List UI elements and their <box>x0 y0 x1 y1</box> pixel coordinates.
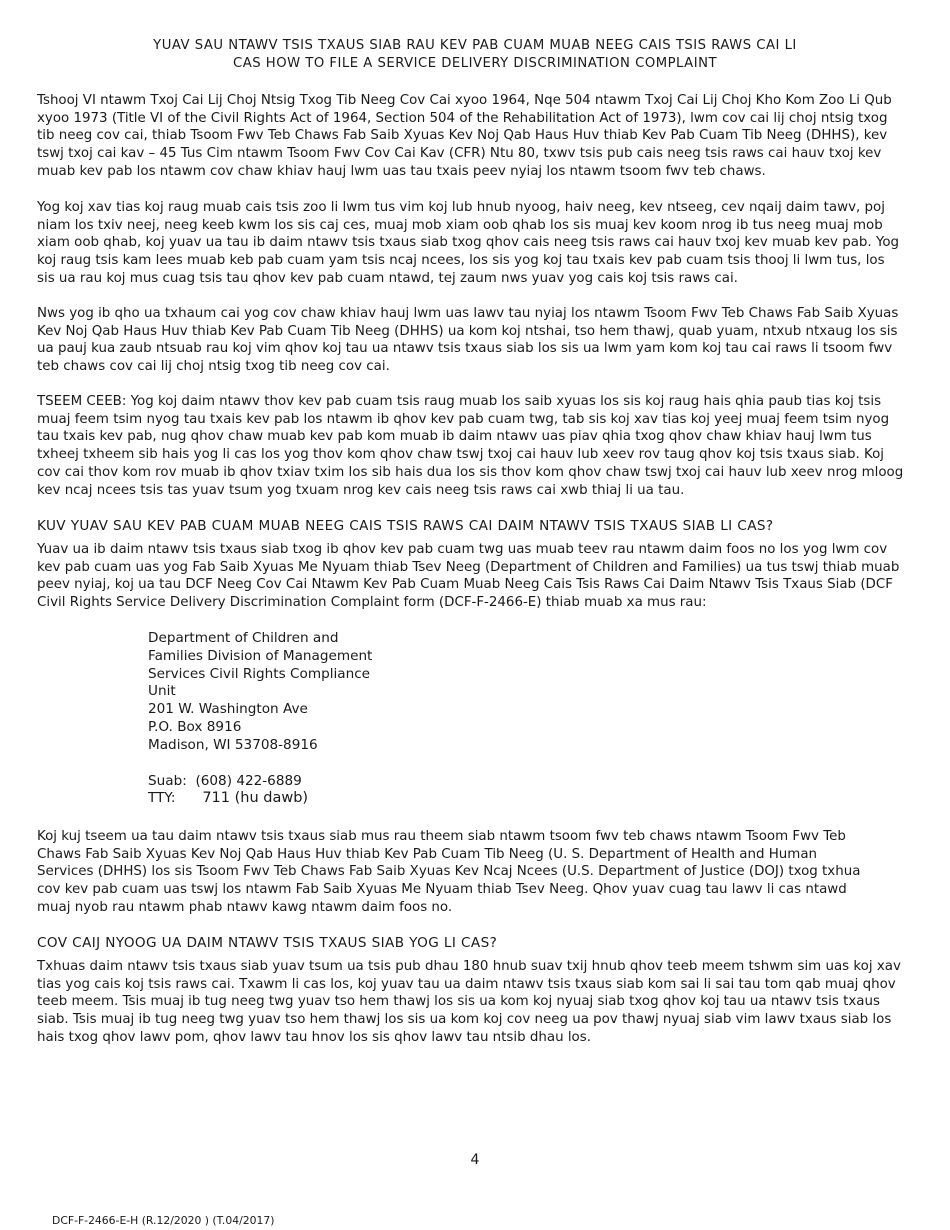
address-line: Unit <box>148 683 176 700</box>
paragraph-deadline: Txhuas daim ntawv tsis txaus siab yuav tsum ua tsis pub dhau 180 hnub suav txij hnub qhov teeb meem tshwm sim uas koj xav tias yog cais koj tsis raws cai. Txawm li cas los, koj yuav tau ua daim ntawv tsis txaus siab kom sai li sai tau tom qab muaj qhov teeb meem. Tsis muaj ib tug neeg twg yuav tso hem thawj los sis ua kom koj nyuaj siab txog qhov koj tau ua ntawv tsis txaus siab. Tsis muaj ib tug neeg twg yuav tso hem thawj los sis ua kom koj cov neeg ua pov thawj nyuaj siab vim lawv txaus siab los hais txog qhov lawv pom, qhov lawv tau hnov los sis qhov lawv tau ntsib dhau los. <box>37 959 901 1045</box>
paragraph-retaliation: Nws yog ib qho ua txhaum cai yog cov chaw khiav hauj lwm uas lawv tau nyiaj los ntawm Tsoom Fwv Teb Chaws Fab Saib Xyuas Kev Noj Qab Haus Huv thiab Kev Pab Cuam Tib Neeg (DHHS) ua kom koj ntshai, tso hem thawj, quab yuam, ntxub ntxaug los sis ua pauj kua zaub ntsuab rau koj vim qhov koj tau ua ntawv tsis txaus siab los sis ua lwm yam kom koj tau cai raws li tsoom fwv teb chaws cov cai lij choj ntsig txog tib neeg cov cai. <box>37 306 899 375</box>
tty-row <box>148 790 372 808</box>
tty-number: 711 (hu dawb) <box>202 790 309 807</box>
title-line-1: YUAV SAU NTAWV TSIS TXAUS SIAB RAU KEV PAB CUAM MUAB NEEG CAIS TSIS RAWS CAI LI <box>153 38 797 53</box>
section-heading-how-to-file: KUV YUAV SAU KEV PAB CUAM MUAB NEEG CAIS TSIS RAWS CAI DAIM NTAWV TSIS TXAUS SIAB LI CAS? <box>37 518 774 534</box>
address-line: 201 W. Washington Ave <box>148 701 308 718</box>
address-line: Department of Children and <box>148 630 339 646</box>
paragraph-important-note: TSEEM CEEB: Yog koj daim ntawv thov kev pab cuam tsis raug muab los saib xyuas los sis koj raug hais qhia paub tias koj tsis muaj feem tsim nyog tau txais kev pab los ntawm ib qhov kev pab cuam twg, tab sis koj xav tias koj yeej muaj feem tsim nyog tau txais kev pab, nug qhov chaw muab kev pab kom muab ib daim ntawv uas piav qhia txog qhov chaw khiav hauj lwm tus txheej txheem sib hais yog li cas los yog thov kom qhov chaw tswj txoj cai hauv lub xeev rov taug qhov koj tsis txaus siab. Koj cov cai thov kom rov muab ib qhov txiav txim los sib hais dua los sis thov kom qhov chaw tswj txoj cai hauv lub xeev nrog mloog kev ncaj ncees tsis tas yuav tsum yog txuam nrog kev cais neeg tsis raws cai xwb thiaj li ua tau. <box>37 394 904 498</box>
tty-label: TTY: <box>148 790 176 807</box>
paragraph-federal-complaint: Koj kuj tseem ua tau daim ntawv tsis txaus siab mus rau theem siab ntawm tsoom fwv teb chaws ntawm Tsoom Fwv Teb Chaws Fab Saib Xyuas Kev Noj Qab Haus Huv thiab Kev Pab Cuam Tib Neeg (U. S. Department of Health and Human Services (DHHS) los sis Tsoom Fwv Teb Chaws Fab Saib Xyuas Kev Ncaj Ncees (U.S. Department of Justice (DOJ) txog txhua cov kev pab cuam uas tswj los ntawm Fab Saib Xyuas Me Nyuam thiab Tsev Neeg. Qhov yuav cuag tau lawv li cas ntawd muaj nyob rau ntawm phab ntawv kawg ntawm daim foos no. <box>37 829 861 915</box>
address-line: P.O. Box 8916 <box>148 718 242 735</box>
section-heading-deadline: COV CAIJ NYOOG UA DAIM NTAWV TSIS TXAUS SIAB YOG LI CAS? <box>37 935 498 951</box>
phone-label: Suab: <box>148 772 187 789</box>
page-title <box>60 37 890 73</box>
paragraph-civil-rights-law: Tshooj VI ntawm Txoj Cai Lij Choj Ntsig Txog Tib Neeg Cov Cai xyoo 1964, Nqe 504 ntawm Txoj Cai Lij Choj Kho Kom Zoo Li Qub xyoo 1973 (Title VI of the Civil Rights Act of 1964, Section 504 of the Rehabilitation Act of 1973), lwm cov cai lij choj ntsig txog tib neeg cov cai, thiab Tsoom Fwv Teb Chaws Fab Saib Xyuas Kev Noj Qab Haus Huv thiab Kev Pab Cuam Tib Neeg (DHHS), kev tswj txoj cai kav – 45 Tus Cim ntawm Tsoom Fwv Cov Cai Kav (CFR) Ntu 80, txwv tsis pub cais neeg tsis raws cai hauv txoj kev muab kev pab los ntawm cov chaw khiav hauj lwm uas tau txais peev nyiaj los ntawm tsoom fwv teb chaws. <box>37 93 892 179</box>
mailing-address <box>148 630 372 808</box>
title-line-2: CAS HOW TO FILE A SERVICE DELIVERY DISCRIMINATION COMPLAINT <box>232 56 718 71</box>
paragraph-discrimination-basis: Yog koj xav tias koj raug muab cais tsis zoo li lwm tus vim koj lub hnub nyoog, haiv neeg, kev ntseeg, cev nqaij daim tawv, poj niam los txiv neej, neeg keeb kwm los sis caj ces, muaj mob xiam oob qhab los sis muaj kev koom nrog ib tus neeg muaj mob xiam oob qhab, koj yuav ua tau ib daim ntawv tsis txaus siab txog qhov cais neeg tsis raws cai hauv txoj kev muab kev pab. Yog koj raug tsis kam lees muab keb pab cuam yam tsis ncaj ncees, los sis yog koj tau txais kev pab cuam tsis thooj li lwm tus, los sis ua rau koj mus cuag tsis tau qhov kev pab cuam ntawd, tej zaum nws yuav yog cais koj tsis raws cai. <box>37 200 900 286</box>
phone-row <box>148 773 372 791</box>
phone-number: (608) 422-6889 <box>195 772 302 789</box>
form-footer-code: DCF-F-2466-E-H (R.12/2020 ) (T.04/2017) <box>52 1214 275 1227</box>
address-line: Families Division of Management <box>148 647 373 664</box>
address-line: Services Civil Rights Compliance <box>148 665 371 682</box>
address-line: Madison, WI 53708-8916 <box>148 736 318 753</box>
paragraph-how-to-file: Yuav ua ib daim ntawv tsis txaus siab txog ib qhov kev pab cuam twg uas muab teev rau ntawm daim foos no los yog lwm cov kev pab cuam uas yog Fab Saib Xyuas Me Nyuam thiab Tsev Neeg (Department of Children and Families) ua tus tswj thiab muab peev nyiaj, koj ua tau DCF Neeg Cov Cai Ntawm Kev Pab Cuam Muab Neeg Cais Tsis Raws Cai Daim Ntawv Tsis Txaus Siab (DCF Civil Rights Service Delivery Discrimination Complaint form (DCF-F-2466-E) thiab muab xa mus rau: <box>37 542 900 611</box>
page-number: 4 <box>470 1152 480 1168</box>
